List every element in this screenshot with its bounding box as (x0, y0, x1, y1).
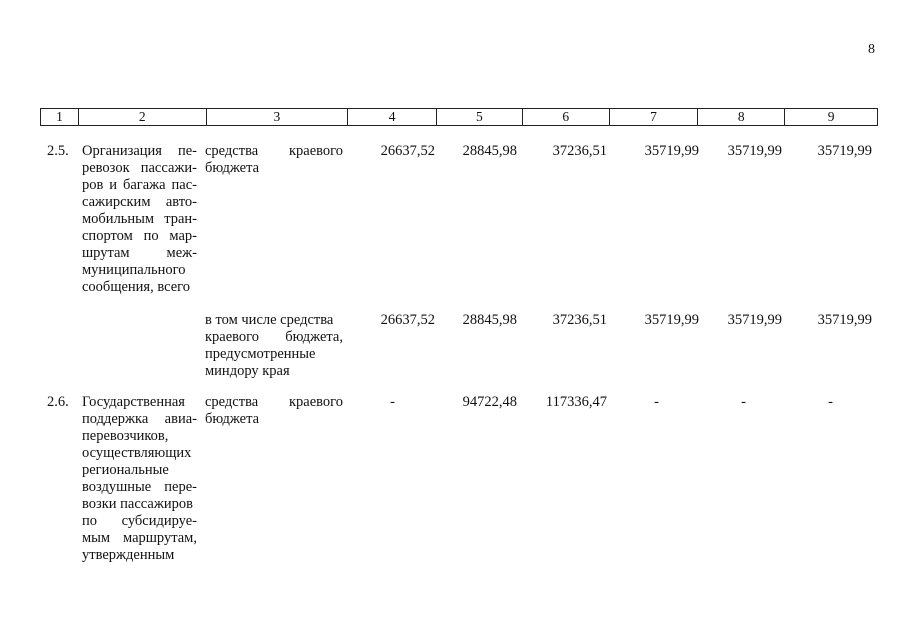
value-col-5: 28845,98 (462, 143, 517, 159)
row-name-line: возки пассажиров (82, 496, 193, 512)
row-name-line: мым маршрутам, (82, 530, 197, 546)
row-name-line: региональные (82, 462, 169, 478)
row-name-line: мобильным тран- (82, 211, 197, 227)
row-source-line: средства краевого (205, 394, 343, 410)
value-col-9: 35719,99 (817, 143, 872, 159)
header-col-4: 4 (348, 109, 437, 125)
value-col-6: 37236,51 (552, 312, 607, 328)
header-col-9: 9 (827, 109, 835, 124)
value-col-5: 94722,48 (462, 394, 517, 410)
value-col-7: - (654, 394, 659, 410)
row-name-line: поддержка авиа- (82, 411, 197, 427)
row-name-line: осуществляющих (82, 445, 192, 461)
value-col-6: 117336,47 (545, 394, 607, 410)
value-col-9: 35719,99 (817, 312, 872, 328)
value-col-6: 37236,51 (552, 143, 607, 159)
row-name-line: ревозок пассажи- (82, 160, 197, 176)
row-name-line: перевозчиков, (82, 428, 169, 444)
row-name-line: муниципального (82, 262, 186, 278)
row-source (205, 312, 343, 380)
row-source-line: предусмотренные (205, 346, 316, 362)
row-number: 2.6. (47, 394, 69, 410)
header-col-7: 7 (610, 109, 699, 125)
row-name-line: ров и багажа пас- (82, 177, 197, 193)
row-name-line: Государственная (82, 394, 185, 410)
row-name-line: Организация пе- (82, 143, 197, 159)
value-col-8: 35719,99 (727, 312, 782, 328)
value-col-5: 28845,98 (462, 312, 517, 328)
value-col-7: 35719,99 (644, 312, 699, 328)
row-name-line: утвержденным (82, 547, 175, 563)
row-source (205, 143, 343, 177)
row-source-line: бюджета (205, 411, 260, 427)
row-name-line: сажирским авто- (82, 194, 197, 210)
row-name-line: по субсидируе- (82, 513, 197, 529)
row-name-line: воздушные пере- (82, 479, 197, 495)
header-col-5: 5 (437, 109, 523, 125)
row-name-line: спортом по мар- (82, 228, 197, 244)
value-col-8: 35719,99 (727, 143, 782, 159)
page-number: 8 (868, 42, 875, 57)
row-source-line: краевого бюджета, (205, 329, 343, 345)
row-source-line: миндору края (205, 363, 290, 379)
header-col-3: 3 (207, 109, 349, 125)
row-name-line: сообщения, всего (82, 279, 190, 295)
row-number: 2.5. (47, 143, 69, 159)
value-col-4: - (390, 394, 395, 410)
value-col-4: 26637,52 (380, 143, 435, 159)
table-header-row (40, 108, 878, 126)
header-col-1: 1 (41, 109, 79, 125)
value-col-9: - (828, 394, 833, 410)
row-name (82, 143, 197, 296)
row-source (205, 394, 343, 428)
header-col-6: 6 (523, 109, 610, 125)
row-name-line: шрутам меж- (82, 245, 197, 261)
header-col-8: 8 (698, 109, 785, 125)
row-source-line: в том числе средства (205, 312, 334, 328)
row-source-line: бюджета (205, 160, 260, 176)
value-col-8: - (741, 394, 746, 410)
row-name (82, 394, 197, 564)
value-col-4: 26637,52 (380, 312, 435, 328)
row-source-line: средства краевого (205, 143, 343, 159)
value-col-7: 35719,99 (644, 143, 699, 159)
header-col-2: 2 (79, 109, 207, 125)
